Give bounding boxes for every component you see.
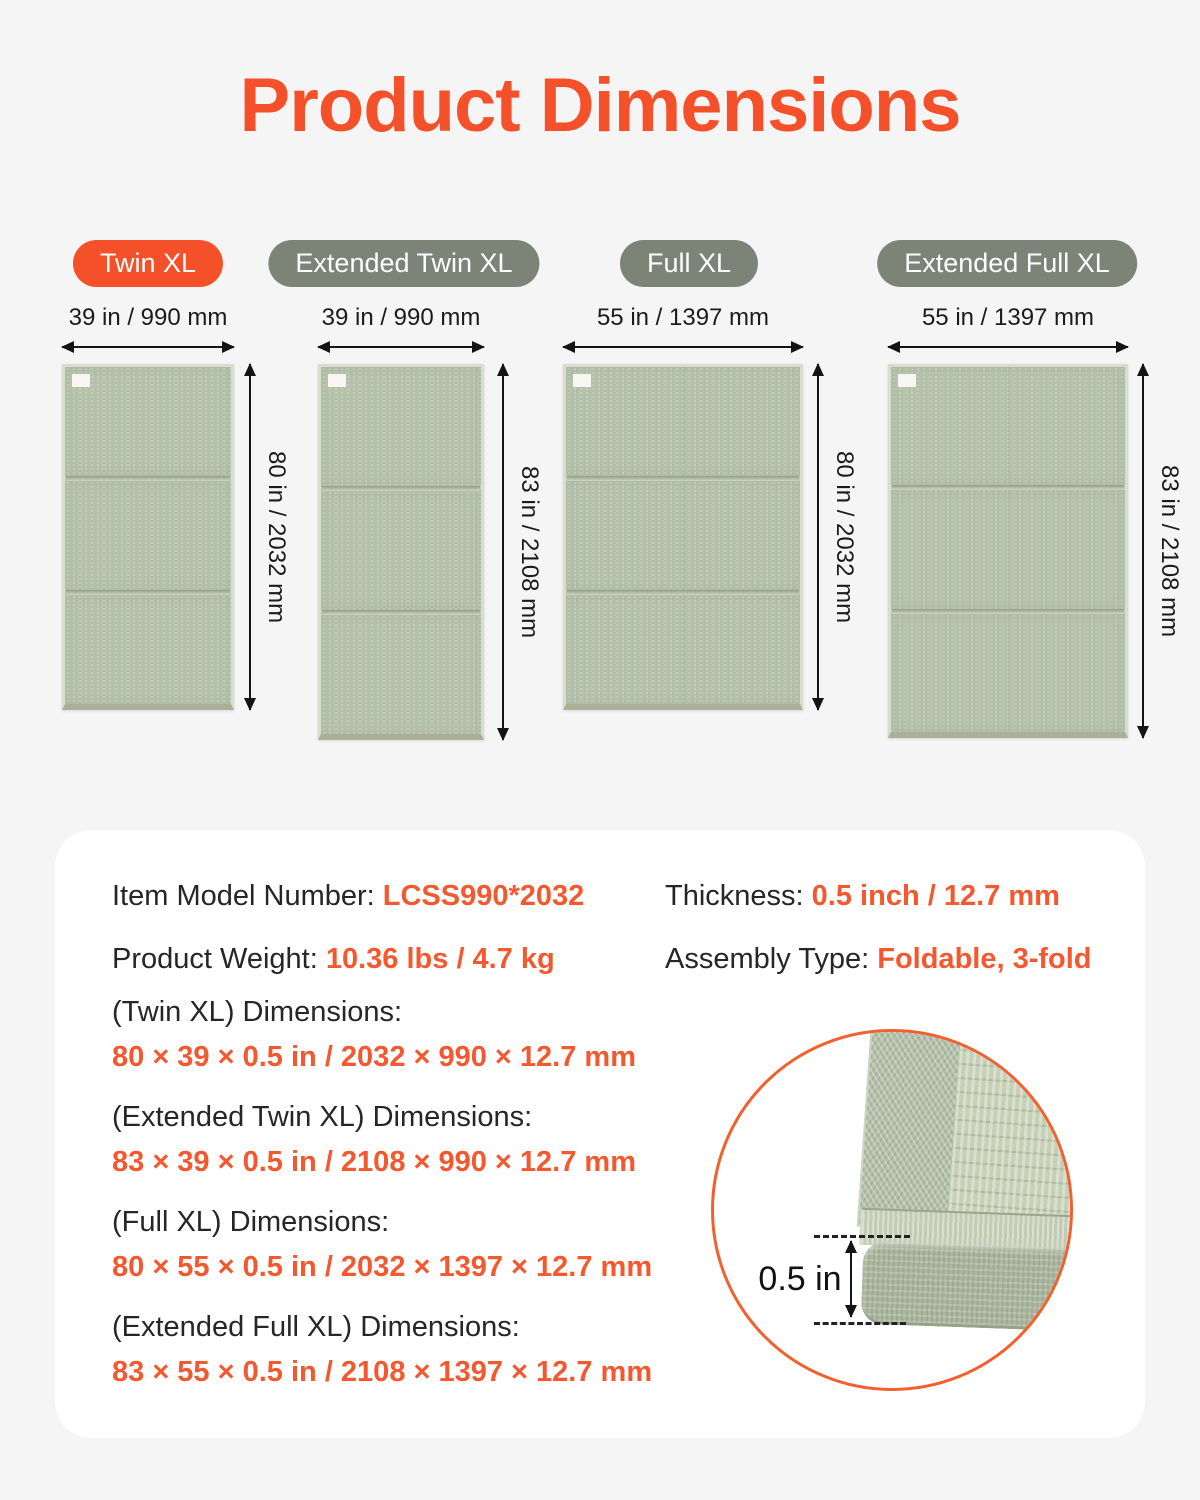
size-pill-label: Full XL <box>646 248 732 278</box>
dimension-spec-value: 80 × 39 × 0.5 in / 2032 × 990 × 12.7 mm <box>112 1041 636 1073</box>
spec-label: Thickness: <box>665 880 804 912</box>
mat-panel <box>321 491 481 610</box>
dimension-spec-label: (Extended Twin XL) Dimensions: <box>112 1101 533 1133</box>
size-pill-label: Extended Full XL <box>904 248 1110 278</box>
height-arrow <box>249 364 251 710</box>
spec-value: Foldable, 3-fold <box>877 943 1092 975</box>
size-pill-label: Extended Twin XL <box>295 248 513 278</box>
height-dimension-label: 80 in / 2032 mm <box>831 450 858 624</box>
size-pill-twin-xl <box>73 240 223 287</box>
mat-corner-tag <box>327 373 347 388</box>
width-arrow <box>62 346 234 348</box>
dimension-spec-label: (Twin XL) Dimensions: <box>112 996 403 1028</box>
height-dimension-label: 83 in / 2108 mm <box>516 465 543 639</box>
dimension-spec-value: 83 × 39 × 0.5 in / 2108 × 990 × 12.7 mm <box>112 1146 636 1178</box>
size-pill-label: Twin XL <box>99 248 197 278</box>
width-arrow <box>888 346 1128 348</box>
mat-corner-tag <box>71 373 91 388</box>
spec-item-model <box>112 880 584 913</box>
dimension-spec-value: 80 × 55 × 0.5 in / 2032 × 1397 × 12.7 mm <box>112 1251 653 1283</box>
spec-thickness <box>665 880 1060 913</box>
thickness-arrow <box>850 1241 852 1317</box>
spec-weight <box>112 943 555 976</box>
size-pill-full-xl <box>620 240 758 287</box>
mat-corner-photo-woven-fringe <box>948 1029 1073 1229</box>
mat-panel <box>566 367 800 476</box>
spec-label: Item Model Number: <box>112 880 375 912</box>
mat-panel <box>65 595 231 704</box>
mat-panel <box>321 615 481 734</box>
thickness-dashed-line-top <box>814 1235 910 1238</box>
mat-panel <box>566 481 800 590</box>
width-arrow <box>563 346 803 348</box>
height-arrow <box>502 364 504 740</box>
size-pill-extended-full-xl <box>877 240 1137 287</box>
spec-value: LCSS990*2032 <box>382 880 585 912</box>
width-dimension-label: 39 in / 990 mm <box>68 304 228 331</box>
mat-diagram-extended-full-xl <box>888 364 1128 738</box>
height-arrow <box>1142 364 1144 738</box>
spec-value: 0.5 inch / 12.7 mm <box>811 880 1060 912</box>
spec-value: 10.36 lbs / 4.7 kg <box>325 943 555 975</box>
width-dimension-label: 39 in / 990 mm <box>321 304 481 331</box>
spec-label: Product Weight: <box>112 943 318 975</box>
mat-diagram-twin-xl <box>62 364 234 710</box>
height-arrow <box>817 364 819 710</box>
height-dimension-label: 83 in / 2108 mm <box>1156 464 1183 638</box>
dimension-spec-label: (Extended Full XL) Dimensions: <box>112 1311 520 1343</box>
mat-diagram-extended-twin-xl <box>318 364 484 740</box>
mat-panel <box>566 595 800 704</box>
thickness-dashed-line-bottom <box>814 1322 906 1325</box>
dimension-spec-label: (Full XL) Dimensions: <box>112 1206 390 1238</box>
mat-panel <box>65 481 231 590</box>
thickness-value-label: 0.5 in <box>758 1260 842 1298</box>
mat-corner-tag <box>572 373 592 388</box>
spec-label: Assembly Type: <box>665 943 870 975</box>
mat-corner-tag <box>897 373 917 388</box>
spec-assembly <box>665 943 1092 976</box>
mat-corner-photo-side-face <box>861 1241 1073 1332</box>
mat-panel <box>891 614 1125 732</box>
mat-panel <box>891 490 1125 608</box>
thickness-detail-circle <box>711 1029 1073 1391</box>
mat-panel <box>891 367 1125 485</box>
width-dimension-label: 55 in / 1397 mm <box>921 304 1095 331</box>
width-arrow <box>318 346 484 348</box>
page-title: Product Dimensions <box>239 63 961 148</box>
size-pill-extended-twin-xl <box>268 240 539 287</box>
mat-diagram-full-xl <box>563 364 803 710</box>
height-dimension-label: 80 in / 2032 mm <box>263 450 290 624</box>
width-dimension-label: 55 in / 1397 mm <box>596 304 770 331</box>
dimension-spec-value: 83 × 55 × 0.5 in / 2108 × 1397 × 12.7 mm <box>112 1356 653 1388</box>
